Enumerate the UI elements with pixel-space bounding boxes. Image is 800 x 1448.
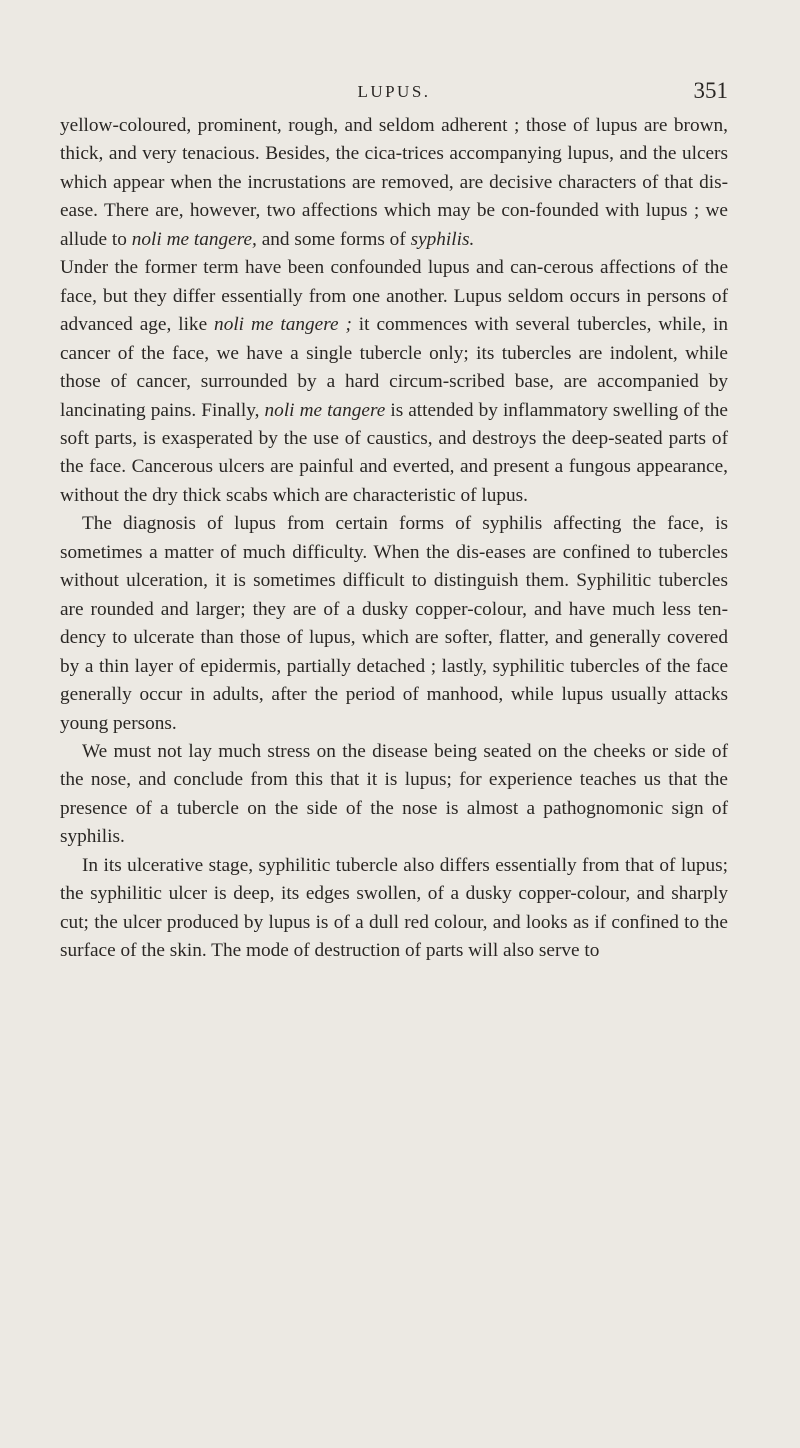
running-title: LUPUS. [357, 82, 431, 101]
body-text [60, 112, 728, 966]
text-segment: We must not lay much stress on the disease being seated on the cheeks or side of the nose, and conclude from this that it is lupus; for experience teaches us that the presence of a tubercle on the side of the nose is almost a pathognomonic sign of syphilis. [60, 740, 728, 848]
text-segment: it commences with several tubercles, while, in cancer of the face, we have a single tubercle only; its tubercles are indolent, while those of cancer, surrounded by a hard circum-scribed base, are accompanied by lancinating pains. Finally, [60, 314, 728, 421]
paragraph [60, 510, 728, 738]
paragraph [60, 852, 728, 966]
paragraph [60, 112, 728, 254]
paragraph [60, 254, 728, 510]
text-segment: yellow-coloured, prominent, rough, and seldom adherent ; those of lupus are brown, thick, and very tenacious. Besides, the cica-trices accompanying lupus, and the ulcers which appear when the incrustations are removed, are decisive characters of that dis-ease. There are, however, two affections which may be con-founded with lupus ; we allude to [60, 115, 728, 250]
text-segment: Under the former term have been confounded lupus and can-cerous affections of the face, but they differ essentially from one another. Lupus seldom occurs in persons of advanced age, like [60, 257, 728, 336]
running-head [60, 76, 728, 106]
page-number: 351 [693, 78, 728, 103]
text-segment: is attended by inflammatory swelling of the soft parts, is exasperated by the use of caustics, and destroys the deep-seated parts of the face. Cancerous ulcers are painful and everted, and present a fungous appearance, without the dry thick scabs which are characteristic of lupus. [60, 399, 728, 506]
italic-term: syphilis. [410, 228, 475, 250]
italic-term: noli me tangere, [131, 228, 257, 250]
italic-term: noli me tangere [264, 399, 386, 421]
italic-term: noli me tangere ; [214, 314, 352, 336]
text-segment: The diagnosis of lupus from certain forms of syphilis affecting the face, is sometimes a matter of much difficulty. When the dis-eases are confined to tubercles without ulceration, it is sometimes difficult to distinguish them. Syphilitic tubercles are rounded and larger; they are of a dusky copper-colour, and have much less ten-dency to ulcerate than those of lupus, which are softer, flatter, and generally covered by a thin layer of epidermis, partially detached ; lastly, syphilitic tubercles of the face generally occur in adults, after the period of manhood, while lupus usually attacks young persons. [60, 513, 728, 734]
text-segment: and some forms of [256, 228, 411, 250]
text-segment: In its ulcerative stage, syphilitic tubercle also differs essentially from that of lupus; the syphilitic ulcer is deep, its edges swollen, of a dusky copper-colour, and sharply cut; the ulcer produced by lupus is of a dull red colour, and looks as if confined to the surface of the skin. The mode of destruction of parts will also serve to [60, 854, 728, 962]
paragraph [60, 738, 728, 852]
